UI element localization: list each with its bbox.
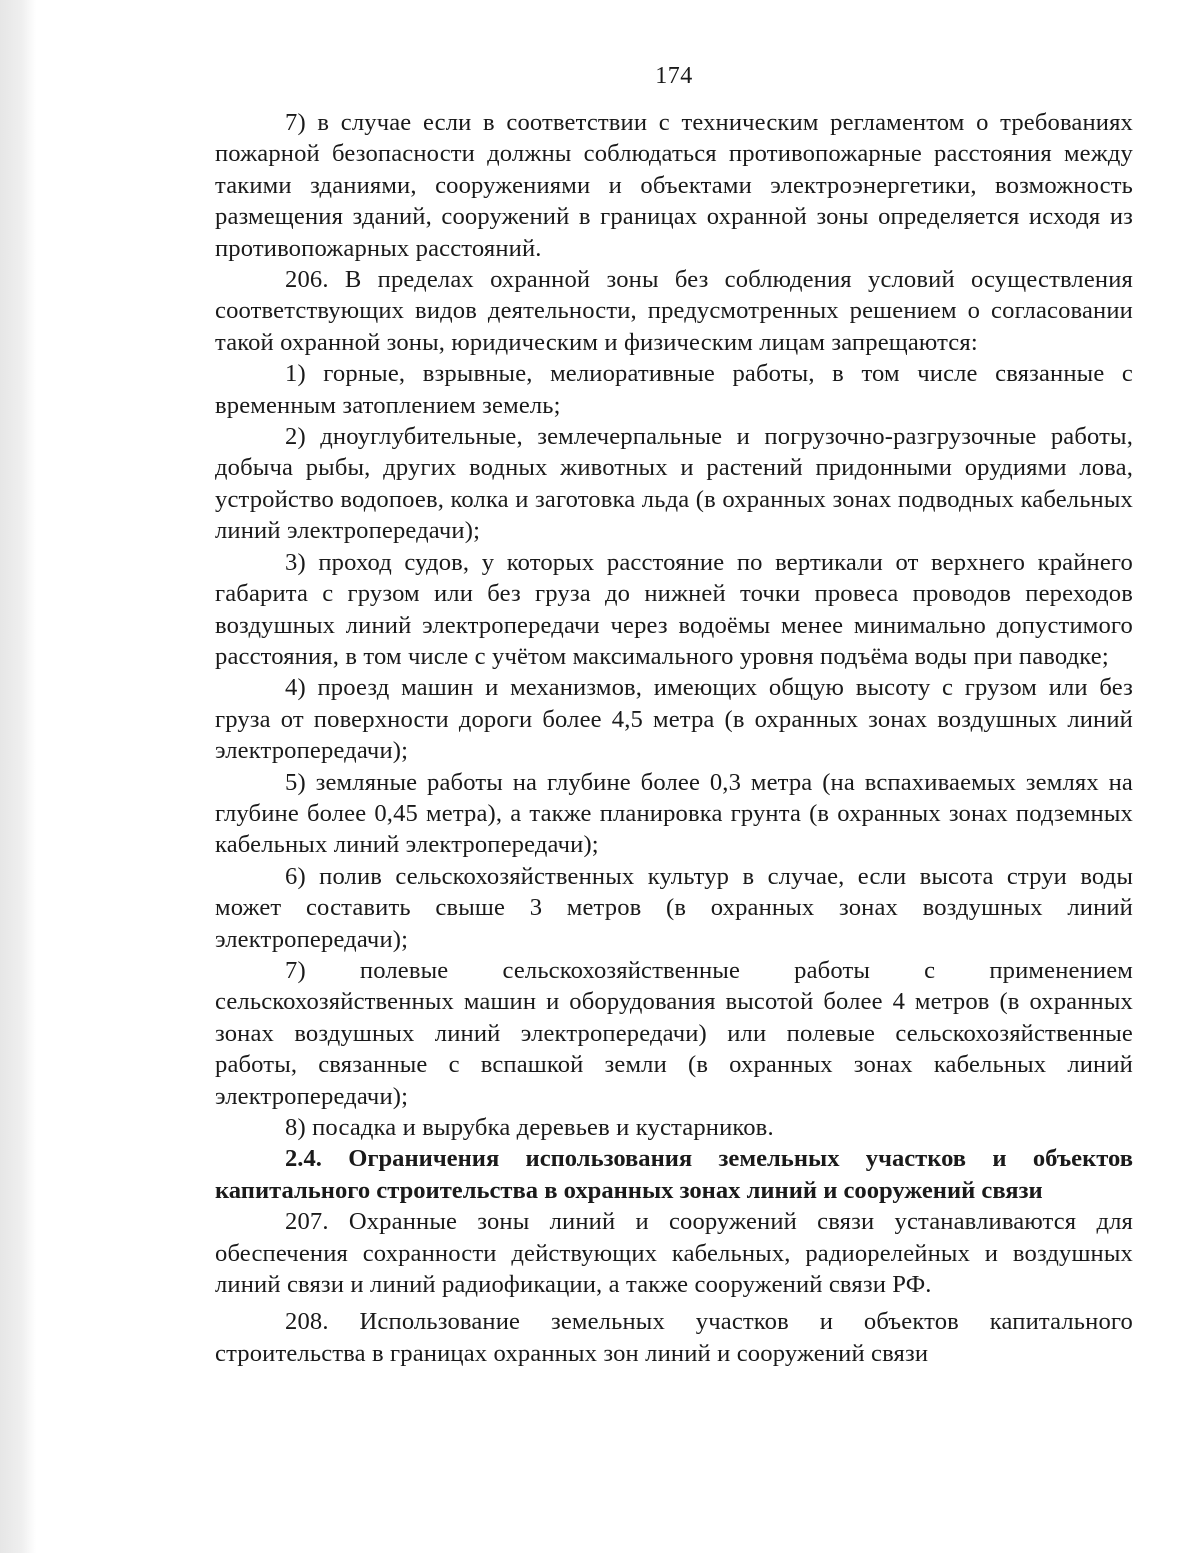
paragraph-208: 208. Использование земельных участков и объектов капитального строительства в границах охранных зон линий и сооружений связи bbox=[215, 1308, 1133, 1367]
list-item-1: 1) горные, взрывные, мелиоративные работы, в том числе связанные с временным затоплением земель; bbox=[215, 360, 1133, 419]
paragraph-item-7-fire-distances: 7) в случае если в соответствии с техническим регламентом о требованиях пожарной безопасности должны соблюдаться противопожарные расстояния между такими зданиями, сооружениями и объектами электроэнергетики, возможность размещения зданий, сооружений в границах охранной зоны определяется исходя из противопожарных расстояний. bbox=[215, 109, 1133, 262]
list-item-4: 4) проезд машин и механизмов, имеющих общую высоту с грузом или без груза от поверхности дороги более 4,5 метра (в охранных зонах воздушных линий электропередачи); bbox=[215, 674, 1133, 765]
list-item-8: 8) посадка и вырубка деревьев и кустарников. bbox=[285, 1114, 774, 1141]
section-heading: 2.4. Ограничения использования земельных участков и объектов капитального строительства в охранных зонах линий и сооружений связи bbox=[215, 1145, 1133, 1204]
list-item-6: 6) полив сельскохозяйственных культур в случае, если высота струи воды может составить свыше 3 метров (в охранных зонах воздушных линий электропередачи); bbox=[215, 862, 1133, 953]
list-item-3: 3) проход судов, у которых расстояние по вертикали от верхнего крайнего габарита с грузом или без груза до нижней точки провеса проводов переходов воздушных линий электропередачи через водоёмы менее минимально допустимого расстояния, в том числе с учётом максимального уровня подъёма воды при паводке; bbox=[215, 548, 1133, 670]
list-item-2: 2) дноуглубительные, землечерпальные и погрузочно-разгрузочные работы, добыча рыбы, других водных животных и растений придонными орудиями лова, устройство водопоев, колка и заготовка льда (в охранных зонах подводных кабельных линий электропередачи); bbox=[215, 423, 1133, 545]
list-item-5: 5) земляные работы на глубине более 0,3 метра (на вспахиваемых землях на глубине более 0,45 метра), а также планировка грунта (в охранных зонах подземных кабельных линий электропередачи); bbox=[215, 768, 1133, 859]
list-item-7: 7) полевые сельскохозяйственные работы с применением сельскохозяйственных машин и оборудования высотой более 4 метров (в охранных зонах воздушных линий электропередачи) или полевые сельскохозяйственные работы, связанные с вспашкой земли (в охранных зонах кабельных линий электропередачи); bbox=[215, 956, 1133, 1110]
scan-left-edge bbox=[0, 0, 36, 1553]
paragraph-207: 207. Охранные зоны линий и сооружений связи устанавливаются для обеспечения сохранности действующих кабельных, радиорелейных и воздушных линий связи и линий радиофикации, а также сооружений связи РФ. bbox=[215, 1208, 1133, 1299]
page-number: 174 bbox=[655, 63, 693, 89]
paragraph-206: 206. В пределах охранной зоны без соблюдения условий осуществления соответствующих видов деятельности, предусмотренных решением о согласовании такой охранной зоны, юридическим и физическим лицам запрещаются: bbox=[215, 266, 1133, 356]
document-page bbox=[215, 60, 1133, 1369]
